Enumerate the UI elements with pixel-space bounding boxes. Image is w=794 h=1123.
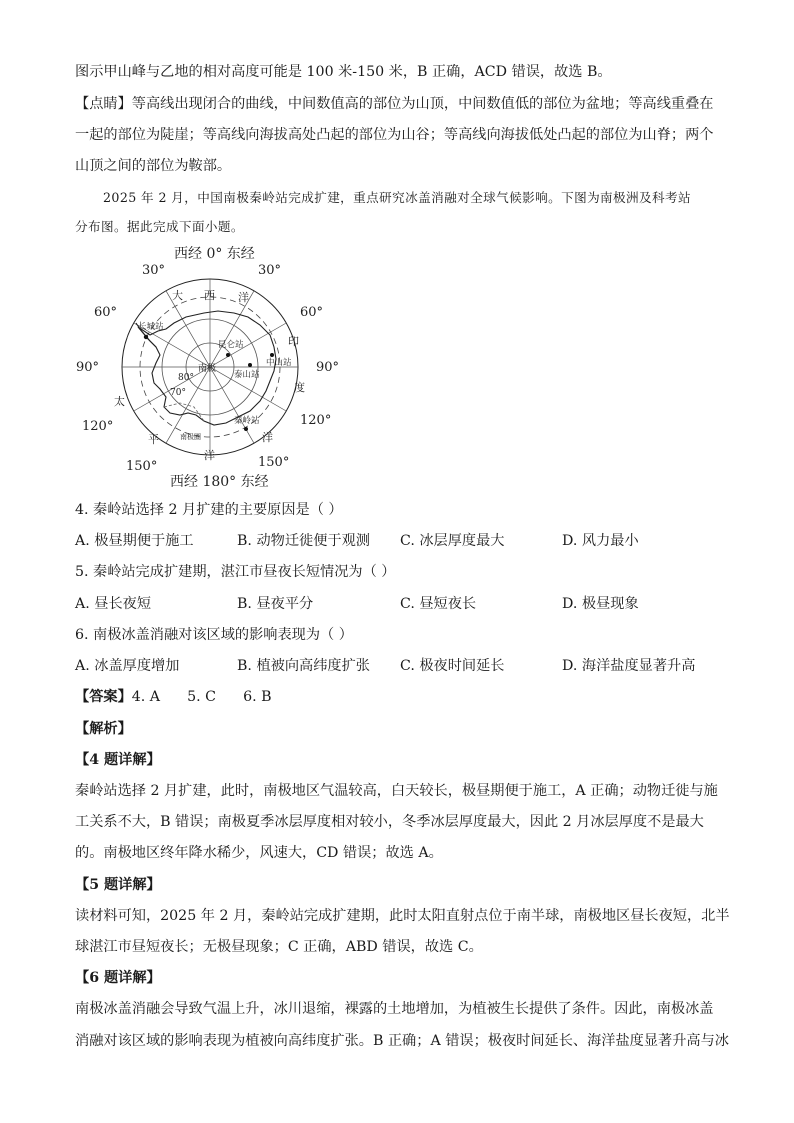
antarctic-circle-label: 南极圈 (180, 433, 201, 441)
ocean-char: 西 (204, 289, 215, 302)
question-5-option-d: D. 极昼现象 (562, 596, 639, 612)
detail-6-title: 【6 题详解】 (75, 970, 161, 986)
intro-line-1: 图示甲山峰与乙地的相对高度可能是 100 米-150 米，B 正确，ACD 错误，故选 B。 (75, 64, 612, 80)
material-line-2: 分布图。据此完成下面小题。 (75, 219, 244, 234)
ocean-char: 大 (172, 289, 183, 302)
question-4-stem: 4. 秦岭站选择 2 月扩建的主要原因是（ ） (75, 502, 343, 518)
ocean-char: 洋 (204, 449, 215, 462)
key-point-line-3: 山顶之间的部位为鞍部。 (75, 158, 232, 174)
antarctica-map (76, 240, 356, 490)
detail-4-line-3: 的。南极地区终年降水稀少，风速大，CD 错误；故选 A。 (75, 845, 443, 861)
lon-w60-label: 60° (94, 305, 118, 320)
detail-4-line-2: 工关系不大，B 错误；南极夏季冰层厚度相对较小，冬季冰层厚度最大，因此 2 月冰层厚度不是最大 (75, 814, 704, 830)
key-point-line-1: 【点睛】等高线出现闭合的曲线，中间数值高的部位为山顶，中间数值低的部位为盆地；等高线重叠在 (75, 96, 714, 112)
lon-e60-label: 60° (300, 305, 324, 320)
question-4-option-c: C. 冰层厚度最大 (400, 533, 505, 549)
detail-4-title: 【4 题详解】 (75, 752, 161, 768)
south-pole-label: 南极 (198, 364, 217, 374)
lon-e120-label: 120° (300, 413, 332, 428)
question-4-option-b: B. 动物迁徙便于观测 (237, 533, 370, 549)
lat-70-label: 70° (170, 388, 186, 398)
qinling-station-dot (244, 427, 248, 431)
lon-e90-label: 90° (316, 360, 340, 375)
question-6-option-a: A. 冰盖厚度增加 (75, 658, 180, 674)
kunlun-label: 昆仑站 (218, 340, 244, 350)
lon-e150-label: 150° (258, 455, 290, 470)
taishan-station-dot (248, 363, 252, 367)
lon-w150-label: 150° (126, 459, 158, 474)
ocean-char: 度 (294, 381, 305, 394)
kunlun-station-dot (226, 353, 230, 357)
lon-w30-label: 30° (142, 263, 166, 278)
lon-w90-label: 90° (76, 360, 100, 375)
zhongshan-station-dot (270, 353, 274, 357)
great-wall-station-dot (144, 335, 148, 339)
question-5-option-a: A. 昼长夜短 (75, 596, 152, 612)
ocean-char: 洋 (238, 291, 249, 304)
qinling-label: 秦岭站 (234, 416, 260, 426)
detail-5-line-1: 读材料可知，2025 年 2 月，秦岭站完成扩建期，此时太阳直射点位于南半球，南极地区昼长夜短，北半 (75, 908, 730, 924)
question-4-option-d: D. 风力最小 (562, 533, 639, 549)
lat-80-label: 80° (178, 373, 194, 383)
zhongshan-label: 中山站 (266, 358, 292, 368)
great-wall-label: 长城站 (138, 322, 164, 332)
answer-label: 【答案】 (75, 689, 132, 705)
question-5-option-c: C. 昼短夜长 (400, 596, 477, 612)
taishan-label: 泰山站 (234, 370, 260, 380)
question-4-option-a: A. 极昼期便于施工 (75, 533, 194, 549)
detail-6-line-1: 南极冰盖消融会导致气温上升，冰川退缩，裸露的土地增加，为植被生长提供了条件。因此，南极冰盖 (75, 1001, 714, 1017)
analysis-label: 【解析】 (75, 721, 132, 737)
ocean-char: 印 (288, 335, 299, 348)
ocean-char: 平 (148, 433, 159, 446)
question-6-option-b: B. 植被向高纬度扩张 (237, 658, 370, 674)
lon-w120-label: 120° (82, 419, 114, 434)
answer-text: 4. A 5. C 6. B (131, 689, 272, 705)
detail-6-line-2: 消融对该区域的影响表现为植被向高纬度扩张。B 正确；A 错误；极夜时间延长、海洋盐度显著升高与冰 (75, 1033, 729, 1049)
detail-4-line-1: 秦岭站选择 2 月扩建，此时，南极地区气温较高，白天较长，极昼期便于施工，A 正确；动物迁徙与施 (75, 783, 718, 799)
ocean-char: 洋 (262, 431, 273, 444)
material-line-1: 2025 年 2 月，中国南极秦岭站完成扩建，重点研究冰盖消融对全球气候影响。下图为南极洲及科考站 (103, 190, 692, 205)
detail-5-line-2: 球湛江市昼短夜长；无极昼现象；C 正确，ABD 错误，故选 C。 (75, 939, 483, 955)
question-5-option-b: B. 昼夜平分 (237, 596, 314, 612)
detail-5-title: 【5 题详解】 (75, 877, 161, 893)
top-lon-label: 西经 0° 东经 (174, 246, 255, 262)
ocean-char: 太 (114, 395, 125, 408)
question-5-stem: 5. 秦岭站完成扩建期，湛江市昼夜长短情况为（ ） (75, 564, 396, 580)
answer-line (75, 687, 272, 707)
bottom-lon-label: 西经 180° 东经 (170, 474, 269, 490)
question-6-option-c: C. 极夜时间延长 (400, 658, 505, 674)
key-point-line-2: 一起的部位为陡崖；等高线向海拔高处凸起的部位为山谷；等高线向海拔低处凸起的部位为山脊；两个 (75, 127, 714, 143)
lon-e30-label: 30° (258, 263, 282, 278)
question-6-option-d: D. 海洋盐度显著升高 (562, 658, 696, 674)
question-6-stem: 6. 南极冰盖消融对该区域的影响表现为（ ） (75, 627, 353, 643)
